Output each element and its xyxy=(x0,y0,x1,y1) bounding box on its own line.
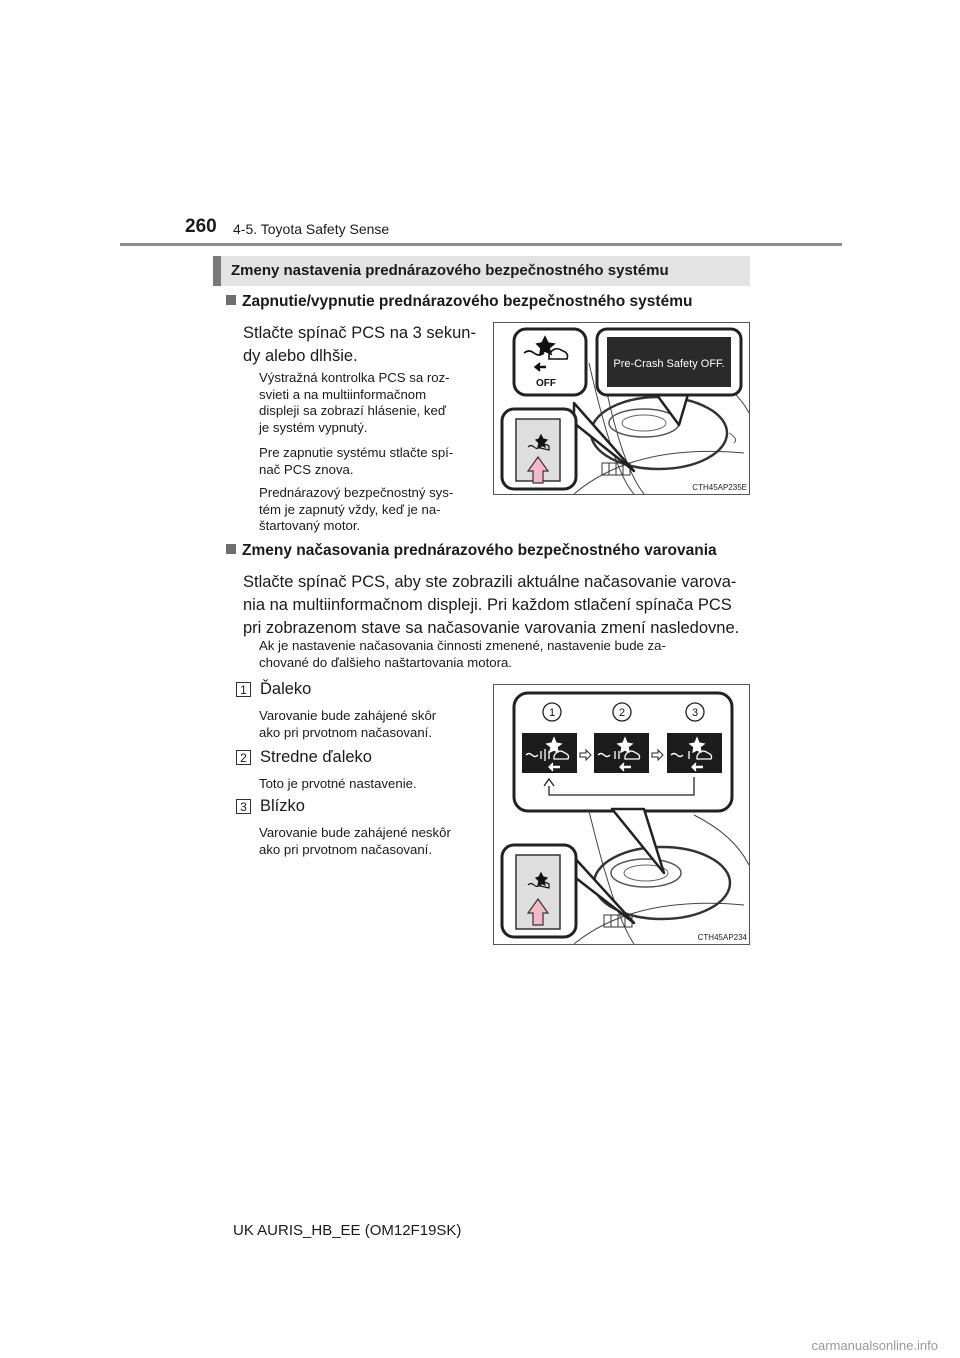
note-line: Prednárazový bezpečnostný sys- xyxy=(259,485,454,500)
note-line: displeji sa zobrazí hlásenie, keď xyxy=(259,403,446,418)
subheading-on-off-text: Zapnutie/vypnutie prednárazového bezpečnostného systému xyxy=(242,293,693,310)
option-number-2: 2 xyxy=(236,750,251,765)
watermark: carmanualsonline.info xyxy=(811,1338,938,1353)
note-line: Pre zapnutie systému stlačte spí- xyxy=(259,445,454,460)
note-always-on xyxy=(259,485,487,535)
note-line: chované do ďalšieho naštartovania motora. xyxy=(259,654,512,670)
note-line: je systém vypnutý. xyxy=(259,419,368,435)
section-title: Zmeny nastavenia prednárazového bezpečnostného systému xyxy=(231,262,669,279)
timing-display-far xyxy=(522,733,577,773)
subheading-timing xyxy=(226,542,717,560)
footer-model-code: UK AURIS_HB_EE (OM12F19SK) xyxy=(233,1222,462,1239)
option-desc-middle xyxy=(259,776,487,793)
figure-number-1: 1 xyxy=(548,707,556,719)
timing-paragraph xyxy=(243,571,753,640)
note-line: ako pri prvotnom načasovaní. xyxy=(259,724,432,740)
figure-timing-drawing xyxy=(494,685,749,944)
timing-display-near xyxy=(667,733,722,773)
option-label-middle: Stredne ďaleko xyxy=(260,748,372,766)
subheading-timing-text: Zmeny načasovania prednárazového bezpečnostného varovania xyxy=(242,542,717,559)
option-desc-near xyxy=(259,825,487,858)
paragraph-line: pri zobrazenom stave sa načasovanie varovania zmení nasledovne. xyxy=(243,619,740,637)
section-title-box xyxy=(213,256,750,286)
figure-pcs-off xyxy=(493,322,750,495)
instruction-line: Stlačte spínač PCS na 3 sekun- xyxy=(243,324,476,342)
instruction-line: dy alebo dlhšie. xyxy=(243,347,358,365)
note-line: tém je zapnutý vždy, keď je na- xyxy=(259,501,441,517)
figure-pcs-off-drawing xyxy=(494,323,749,494)
figure-code: CTH45AP235E xyxy=(692,483,747,492)
timing-display-middle xyxy=(594,733,649,773)
instruction-on-off xyxy=(243,322,483,368)
page-number: 260 xyxy=(185,216,217,237)
note-line: Varovanie bude zahájené skôr xyxy=(259,708,437,723)
header-rule xyxy=(120,243,842,246)
option-number-3: 3 xyxy=(236,799,251,814)
note-warning-light xyxy=(259,370,487,436)
subheading-on-off xyxy=(226,293,692,311)
square-bullet-icon xyxy=(226,295,236,305)
note-line: ako pri prvotnom načasovaní. xyxy=(259,841,432,857)
note-reenable xyxy=(259,445,487,478)
paragraph-line: Stlačte spínač PCS, aby ste zobrazili aktuálne načasovanie varova- xyxy=(243,573,737,591)
note-line: Toto je prvotné nastavenie. xyxy=(259,776,417,791)
section-label: 4-5. Toyota Safety Sense xyxy=(233,221,390,237)
square-bullet-icon xyxy=(226,544,236,554)
note-line: Výstražná kontrolka PCS sa roz- xyxy=(259,370,450,385)
option-label-near: Blízko xyxy=(260,797,305,815)
note-line: štartovaný motor. xyxy=(259,518,361,533)
note-line: Varovanie bude zahájené neskôr xyxy=(259,825,451,840)
option-number-1: 1 xyxy=(236,682,251,697)
off-label: OFF xyxy=(536,378,556,389)
figure-number-3: 3 xyxy=(691,707,699,719)
note-line: nač PCS znova. xyxy=(259,461,354,477)
note-line: svieti a na multiinformačnom xyxy=(259,386,427,402)
option-desc-far xyxy=(259,708,487,741)
note-line: Ak je nastavenie načasovania činnosti zmenené, nastavenie bude za- xyxy=(259,638,666,653)
display-message: Pre-Crash Safety OFF. xyxy=(613,358,725,370)
figure-code: CTH45AP234 xyxy=(697,933,747,942)
figure-timing xyxy=(493,684,750,945)
timing-note xyxy=(259,638,751,671)
figure-number-2: 2 xyxy=(618,707,626,719)
paragraph-line: nia na multiinformačnom displeji. Pri každom stlačení spínača PCS xyxy=(243,596,732,614)
option-label-far: Ďaleko xyxy=(260,680,312,698)
